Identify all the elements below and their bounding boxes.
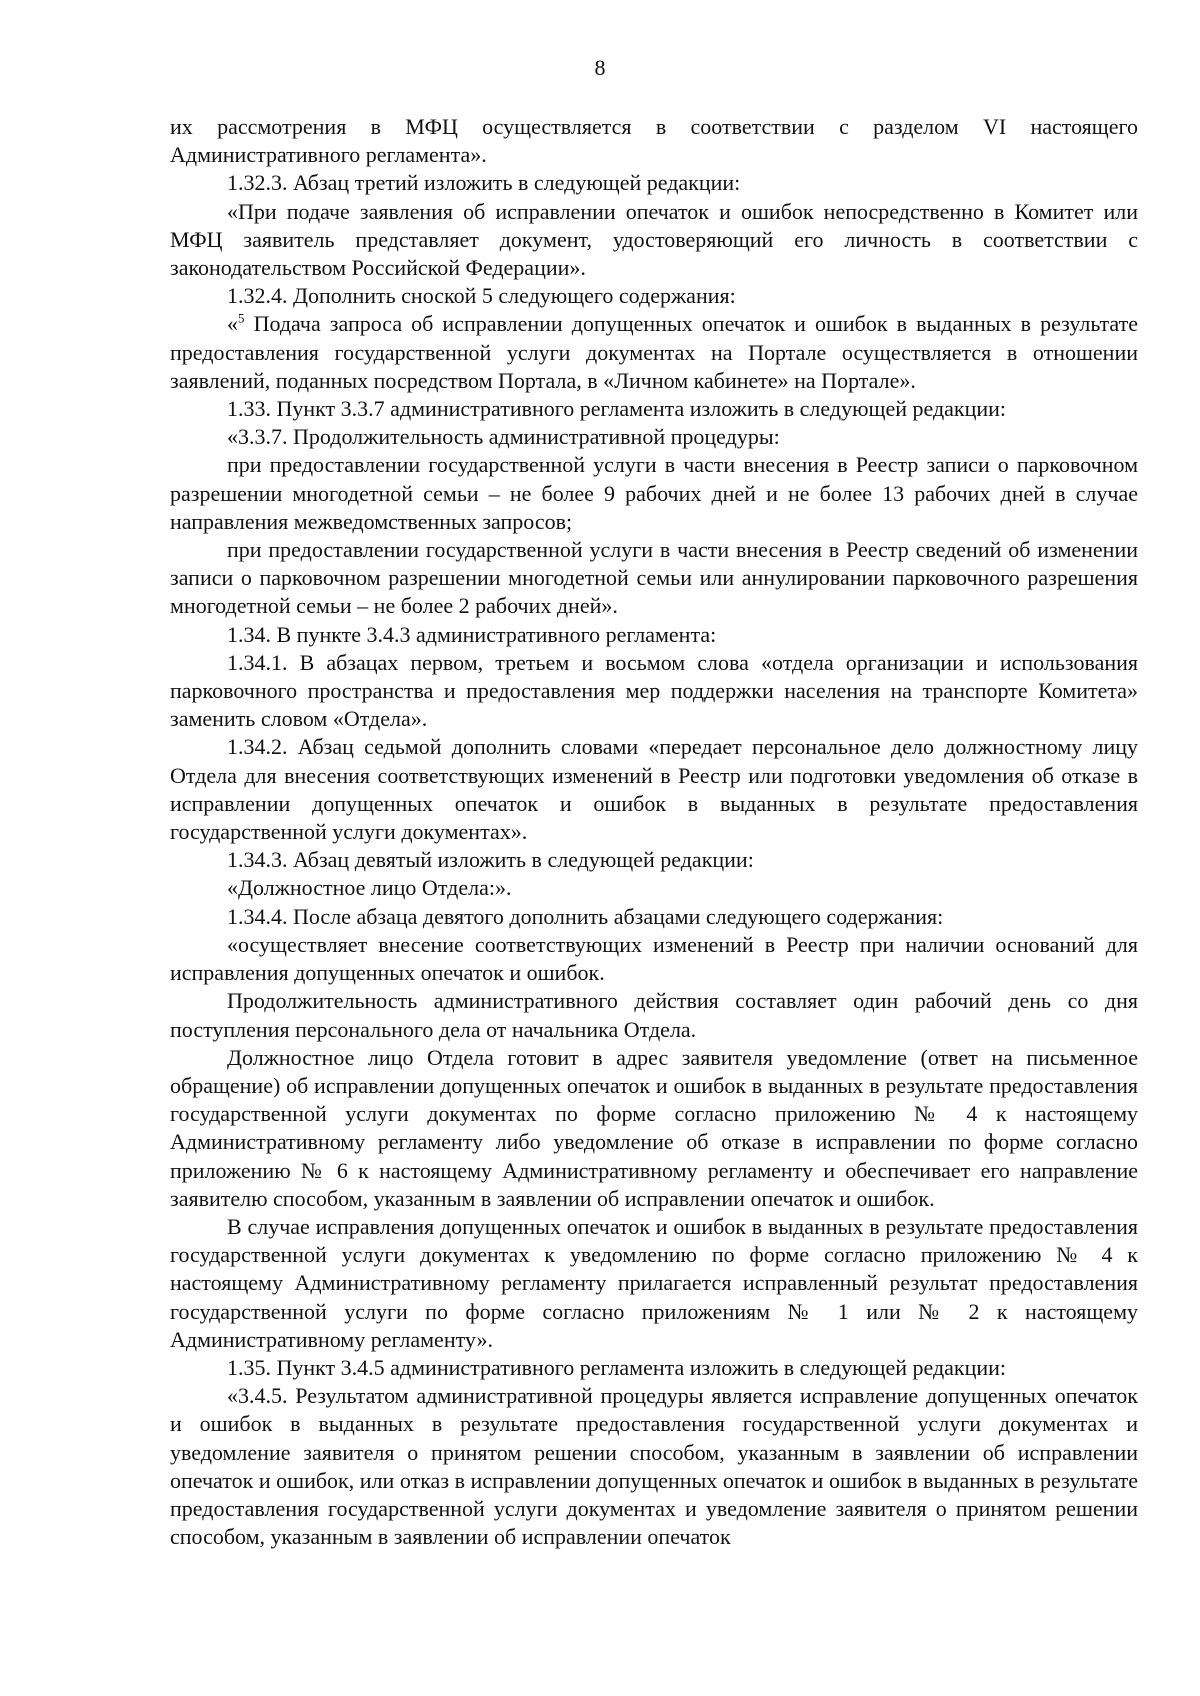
paragraph: «Должностное лицо Отдела:». (227, 875, 512, 901)
paragraph: 1.35. Пункт 3.4.5 административного регламента изложить в следующей редакции: (227, 1354, 1007, 1380)
footnote-text: Подача запроса об исправлении допущенных опечаток и ошибок в выданных в результате предоставления государственной услуги документах на Портале осуществляется в отношении заявлений, поданных посредством Портала, в «Личном кабинете» на Портале». (170, 311, 1139, 393)
paragraph: 1.34.1. В абзацах первом, третьем и восьмом слова «отдела организации и использования парковочного пространства и предоставления мер поддержки населения на транспорте Комитета» заменить словом «Отдела». (170, 649, 1138, 732)
paragraph: их рассмотрения в МФЦ осуществляется в соответствии с разделом VI настоящего Административного регламента». (170, 114, 1138, 168)
paragraph: 1.34.3. Абзац девятый изложить в следующей редакции: (227, 847, 754, 873)
paragraph: «При подаче заявления об исправлении опечаток и ошибок непосредственно в Комитет или МФЦ заявитель представляет документ, удостоверяющий его личность в соответствии с законодательством Российской Федерации». (170, 198, 1138, 281)
paragraph: Продолжительность административного действия составляет один рабочий день со дня поступления персонального дела от начальника Отдела. (170, 988, 1138, 1042)
paragraph: 1.34.4. После абзаца девятого дополнить абзацами следующего содержания: (227, 903, 944, 929)
paragraph: 1.33. Пункт 3.3.7 административного регламента изложить в следующей редакции: (227, 396, 1007, 422)
paragraph: при предоставлении государственной услуги в части внесения в Реестр сведений об изменении записи о парковочном разрешении многодетной семьи или аннулировании парковочного разрешения многодетной семьи – не более 2 рабочих дней». (170, 537, 1138, 619)
paragraph: 1.34. В пункте 3.4.3 административного регламента: (227, 621, 717, 647)
paragraph: 1.32.4. Дополнить сноской 5 следующего содержания: (227, 283, 736, 309)
document-body (170, 113, 1138, 1551)
footnote-marker: 5 (238, 311, 245, 327)
paragraph: «3.4.5. Результатом административной процедуры является исправление допущенных опечаток и ошибок в выданных в результате предоставления государственной услуги документах и уведомление заявителя о принятом решении способом, указанным в заявлении об исправлении опечаток и ошибок, или отказ в исправлении допущенных опечаток и ошибок в выданных в результате предоставления государственной услуги документах и уведомление заявителя о принятом решении способом, указанным в заявлении об исправлении опечаток (170, 1383, 1138, 1550)
paragraph: В случае исправления допущенных опечаток и ошибок в выданных в результате предоставления государственной услуги документах к уведомлению по форме согласно приложению № 4 к настоящему Административному регламенту прилагается исправленный результат предоставления государственной услуги по форме согласно приложениям № 1 или № 2 к настоящему Административному регламенту». (170, 1213, 1138, 1352)
paragraph: «осуществляет внесение соответствующих изменений в Реестр при наличии оснований для исправления допущенных опечаток и ошибок. (170, 931, 1138, 986)
opening-quote: « (227, 311, 238, 337)
paragraph: 1.34.2. Абзац седьмой дополнить словами «передает персональное дело должностному лицу Отдела для внесения соответствующих изменений в Реестр или подготовки уведомления об отказе в исправлении допущенных опечаток и ошибок в выданных в результате предоставления государственной услуги документах». (170, 734, 1138, 845)
paragraph: «3.3.7. Продолжительность административной процедуры: (227, 424, 780, 450)
paragraph: 1.32.3. Абзац третий изложить в следующей редакции: (227, 170, 741, 196)
paragraph: Должностное лицо Отдела готовит в адрес заявителя уведомление (ответ на письменное обращение) об исправлении допущенных опечаток и ошибок в выданных в результате предоставления государственной услуги документах по форме согласно приложению № 4 к настоящему Административному регламенту либо уведомление об отказе в исправлении по форме согласно приложению № 6 к настоящему Административному регламенту и обеспечивает его направление заявителю способом, указанным в заявлении об исправлении опечаток и ошибок. (170, 1044, 1138, 1211)
footnote-paragraph (170, 310, 1138, 395)
paragraph: при предоставлении государственной услуги в части внесения в Реестр записи о парковочном разрешении многодетной семьи – не более 9 рабочих дней и не более 13 рабочих дней в случае направления межведомственных запросов; (170, 452, 1138, 534)
page-number: 8 (594, 55, 606, 80)
